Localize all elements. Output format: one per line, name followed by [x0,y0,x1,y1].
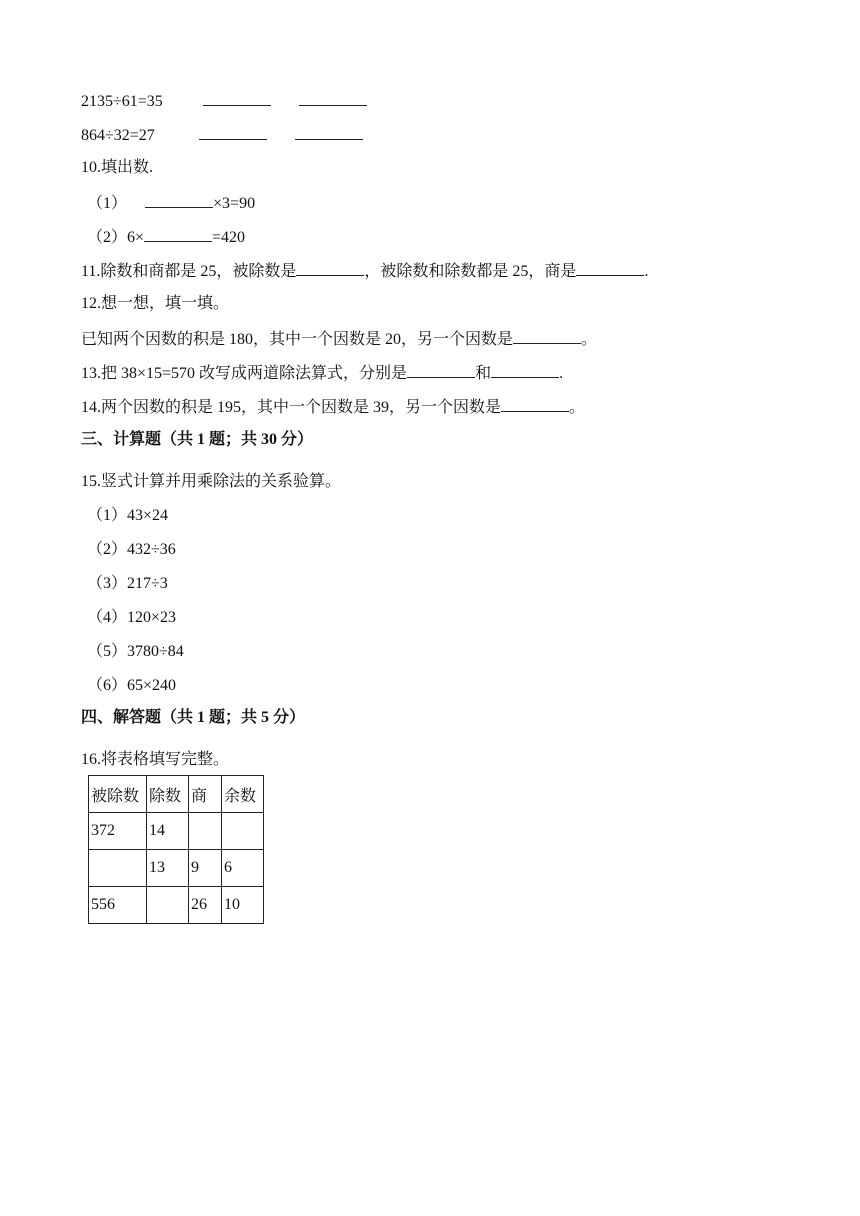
q11-text-1: 11.除数和商都是 25，被除数是 [81,263,297,280]
q15-item-3: （3）217÷3 [87,575,168,592]
q10-part1 [87,191,255,215]
table-header-row [89,776,264,813]
q13-text-1: 13.把 38×15=570 改写成两道除法算式，分别是 [81,365,408,382]
table-cell: 556 [89,887,147,924]
header-dividend: 被除数 [89,776,147,813]
q15-item-5: （5）3780÷84 [87,643,184,660]
q14-end: 。 [569,399,586,416]
q12-body: 已知两个因数的积是 180，其中一个因数是 20，另一个因数是 [81,331,514,348]
table-cell: 26 [189,887,222,924]
q12-title: 12.想一想，填一填。 [81,295,230,312]
q11 [81,259,648,283]
q12-end: 。 [581,331,598,348]
answer-blank[interactable] [501,395,569,412]
check-row-1 [81,89,367,113]
header-quotient: 商 [189,776,222,813]
division-table [88,775,264,924]
table-cell: 10 [222,887,264,924]
table-row [89,813,264,850]
answer-blank[interactable] [513,327,581,344]
q10-title: 10.填出数. [81,159,154,176]
q13-end: . [559,365,564,382]
equation-tail: ×3=90 [213,195,256,212]
answer-blank[interactable] [491,361,559,378]
equation-text: 2135÷61=35 [81,93,163,110]
equation-tail: =420 [212,229,246,246]
table-row [89,850,264,887]
section-heading-answer: 四、解答题（共 1 题；共 5 分） [81,709,306,726]
q11-end: . [644,263,649,280]
table-cell: 9 [189,850,222,887]
q10-part2 [87,225,245,249]
q14-body: 14.两个因数的积是 195，其中一个因数是 39，另一个因数是 [81,399,502,416]
answer-blank[interactable] [299,89,367,106]
table-cell: 14 [147,813,189,850]
section-heading-calculation: 三、计算题（共 1 题；共 30 分） [81,431,314,448]
q15-item-2: （2）432÷36 [87,541,176,558]
answer-blank[interactable] [203,89,271,106]
q13 [81,361,563,385]
table-cell: 13 [147,850,189,887]
q11-text-2: ，被除数和除数都是 25，商是 [364,263,577,280]
q13-text-2: 和 [475,365,492,382]
table-cell: 372 [89,813,147,850]
q15-item-4: （4）120×23 [87,609,177,626]
q16-title: 16.将表格填写完整。 [81,751,230,768]
q15-item-6: （6）65×240 [87,677,177,694]
q14 [81,395,585,419]
q15-item-1: （1）43×24 [87,507,169,524]
equation-text: 864÷32=27 [81,127,155,144]
table-cell[interactable] [89,850,147,887]
answer-blank[interactable] [296,259,364,276]
answer-blank[interactable] [407,361,475,378]
table-cell[interactable] [189,813,222,850]
check-row-2 [81,123,363,147]
answer-blank[interactable] [145,191,213,208]
table-row [89,887,264,924]
header-remainder: 余数 [222,776,264,813]
q15-title: 15.竖式计算并用乘除法的关系验算。 [81,473,342,490]
header-divisor: 除数 [147,776,189,813]
table-cell[interactable] [222,813,264,850]
part-label: （2）6× [87,229,145,246]
answer-blank[interactable] [295,123,363,140]
part-label: （1） [87,195,128,212]
q12-text [81,327,597,351]
answer-blank[interactable] [576,259,644,276]
table-cell: 6 [222,850,264,887]
answer-blank[interactable] [144,225,212,242]
table-cell[interactable] [147,887,189,924]
answer-blank[interactable] [199,123,267,140]
